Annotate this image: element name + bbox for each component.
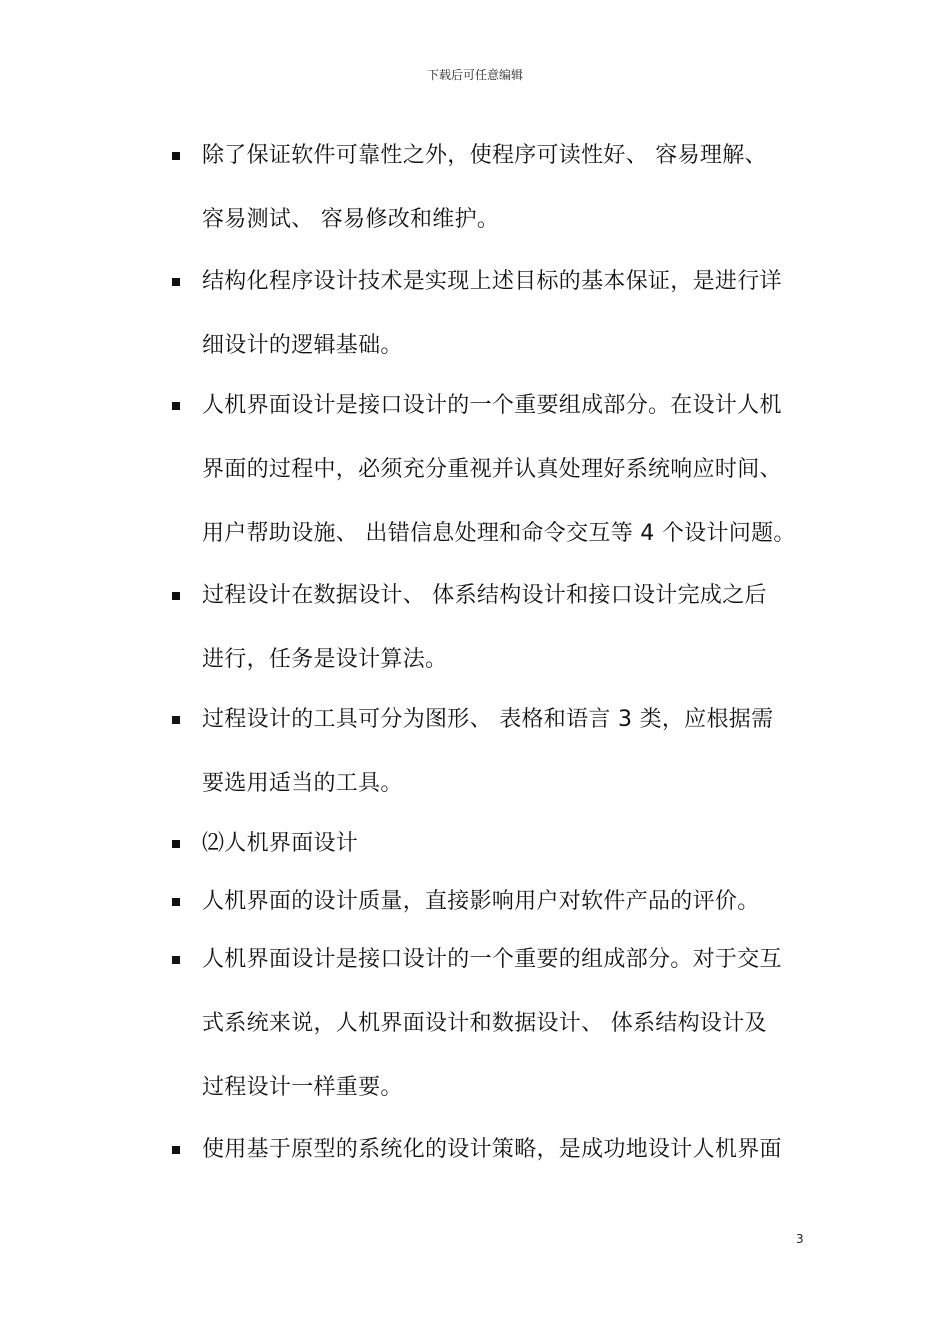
bullet-square-icon bbox=[172, 840, 180, 848]
list-item-text bbox=[202, 262, 822, 390]
list-item-text bbox=[202, 576, 822, 704]
text-line: 人机界面的设计质量，直接影响用户对软件产品的评价。 bbox=[202, 889, 760, 914]
bullet-square-icon bbox=[172, 898, 180, 906]
text-line: 人机界面设计是接口设计的一个重要的组成部分。对于交互 bbox=[202, 947, 782, 972]
bullet-square-icon bbox=[172, 1146, 180, 1154]
text-line: 界面的过程中，必须充分重视并认真处理好系统响应时间、 bbox=[202, 457, 782, 482]
text-line: 过程设计的工具可分为图形、 表格和语言 3 类，应根据需 bbox=[202, 707, 774, 732]
text-line: 式系统来说，人机界面设计和数据设计、 体系结构设计及 bbox=[202, 1011, 767, 1036]
list-item-text bbox=[202, 824, 822, 888]
text-line: 进行，任务是设计算法。 bbox=[202, 647, 448, 672]
page-number: 3 bbox=[796, 1232, 804, 1246]
text-line: 要选用适当的工具。 bbox=[202, 771, 403, 796]
list-item-text bbox=[202, 700, 822, 828]
bullet-square-icon bbox=[172, 152, 180, 160]
text-line: ⑵人机界面设计 bbox=[202, 831, 359, 856]
text-line: 除了保证软件可靠性之外，使程序可读性好、 容易理解、 bbox=[202, 143, 767, 168]
list-item-text bbox=[202, 882, 822, 946]
list-item-text bbox=[202, 1130, 822, 1194]
text-line: 细设计的逻辑基础。 bbox=[202, 333, 403, 358]
page-header: 下载后可任意编辑 bbox=[426, 68, 523, 82]
bullet-square-icon bbox=[172, 402, 180, 410]
list-item-text bbox=[202, 386, 822, 578]
list-item-text bbox=[202, 136, 822, 264]
bullet-square-icon bbox=[172, 716, 180, 724]
text-line: 过程设计在数据设计、 体系结构设计和接口设计完成之后 bbox=[202, 583, 767, 608]
text-line: 结构化程序设计技术是实现上述目标的基本保证，是进行详 bbox=[202, 269, 782, 294]
text-line: 人机界面设计是接口设计的一个重要组成部分。在设计人机 bbox=[202, 393, 782, 418]
text-line: 用户帮助设施、 出错信息处理和命令交互等 4 个设计问题。 bbox=[202, 521, 796, 546]
bullet-square-icon bbox=[172, 278, 180, 286]
bullet-square-icon bbox=[172, 956, 180, 964]
bullet-square-icon bbox=[172, 592, 180, 600]
text-line: 容易测试、 容易修改和维护。 bbox=[202, 207, 500, 232]
text-line: 使用基于原型的系统化的设计策略，是成功地设计人机界面 bbox=[202, 1137, 782, 1162]
list-item-text bbox=[202, 940, 822, 1132]
text-line: 过程设计一样重要。 bbox=[202, 1075, 403, 1100]
